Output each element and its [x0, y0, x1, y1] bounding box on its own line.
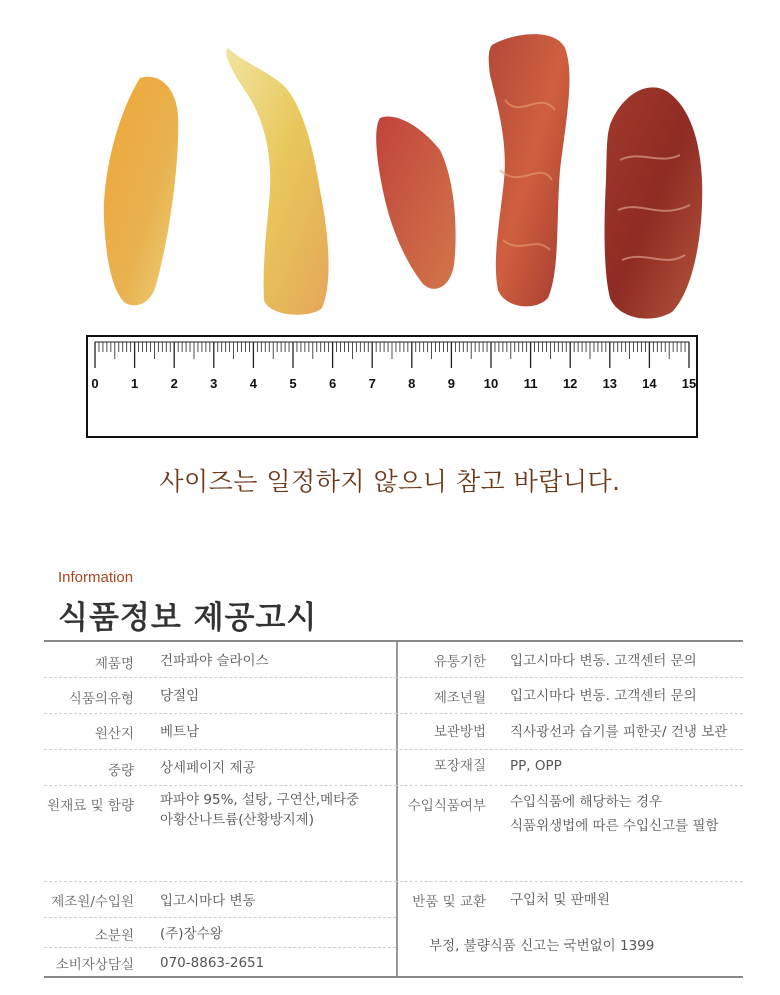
row-value: 건파파야 슬라이스: [160, 653, 269, 669]
ruler-label: 8: [408, 376, 416, 391]
row-label: 제조원/수입원: [51, 894, 134, 910]
row-value: 상세페이지 제공: [160, 760, 256, 776]
row-value: 파파야 95%, 설탕, 구연산,메타중 아황산나트륨(산황방지제): [160, 792, 360, 828]
table-row: [44, 750, 743, 786]
ruler-label: 14: [642, 376, 657, 391]
table-row: [44, 642, 743, 678]
ruler-label: 1: [130, 376, 139, 391]
papaya-slice-1: [104, 77, 178, 306]
info-title: 식품정보 제공고시: [58, 600, 318, 636]
row-value: 베트남: [160, 724, 200, 740]
ruler-label: 7: [368, 376, 376, 391]
row-value: (주)장수왕: [160, 926, 223, 942]
row-label: 원재료 및 함량: [47, 798, 134, 814]
row-value: 입고시마다 변동. 고객센터 문의: [510, 688, 697, 704]
table-row: [44, 714, 743, 750]
row-value: 수입식품에 해당하는 경우 식품위생법에 따른 수입신고를 필함: [510, 794, 719, 834]
row-value: 입고시마다 변동: [160, 893, 256, 909]
papaya-slice-5: [605, 87, 703, 318]
papaya-slice-3: [376, 117, 455, 289]
row-label: 제조년월: [433, 690, 486, 706]
row-label: 소비자상담실: [55, 957, 134, 973]
report-notice: 부정, 불량식품 신고는 국번없이 1399: [429, 938, 655, 954]
ruler-label: 5: [289, 376, 297, 391]
papaya-slice-2: [226, 48, 328, 315]
row-label: 유통기한: [433, 654, 486, 670]
ruler-label: 2: [170, 376, 178, 391]
row-label: 소분원: [94, 928, 134, 944]
ruler-label: 12: [562, 376, 578, 391]
row-label: 식품의유형: [68, 691, 134, 707]
ruler-label: 6: [328, 376, 337, 391]
info-label: Information: [58, 569, 134, 586]
row-label: 제품명: [94, 656, 134, 672]
row-label: 원산지: [94, 726, 134, 742]
row-label: 중량: [107, 763, 134, 779]
ruler-label: 15: [681, 376, 696, 391]
ruler-label: 0: [91, 376, 99, 391]
row-label: 수입식품여부: [407, 798, 486, 814]
table-row: [44, 786, 743, 882]
ruler-label: 11: [523, 376, 538, 391]
ruler-label: 9: [447, 376, 456, 391]
ruler-label: 4: [249, 376, 258, 391]
row-label: 반품 및 교환: [412, 894, 486, 910]
table-row: [44, 882, 743, 918]
row-value: 직사광선과 습기를 피한곳/ 건냉 보관: [510, 724, 728, 740]
row-value: 070-8863-2651: [160, 955, 265, 971]
table-row: [44, 678, 743, 714]
row-label: 포장재질: [433, 758, 486, 774]
row-value: 당절임: [160, 688, 200, 704]
ruler-label: 10: [483, 376, 499, 391]
ruler-label: 13: [602, 376, 618, 391]
ruler-label: 3: [210, 376, 218, 391]
size-ruler: [86, 335, 698, 438]
row-value: 구입처 및 판매원: [510, 892, 610, 908]
row-value: 입고시마다 변동. 고객센터 문의: [510, 653, 697, 669]
row-label: 보관방법: [433, 724, 486, 740]
product-photo: [0, 0, 780, 330]
row-value: PP, OPP: [510, 758, 562, 774]
size-notice-caption: 사이즈는 일정하지 않으니 참고 바랍니다.: [159, 467, 621, 496]
food-info-table: [44, 640, 743, 978]
